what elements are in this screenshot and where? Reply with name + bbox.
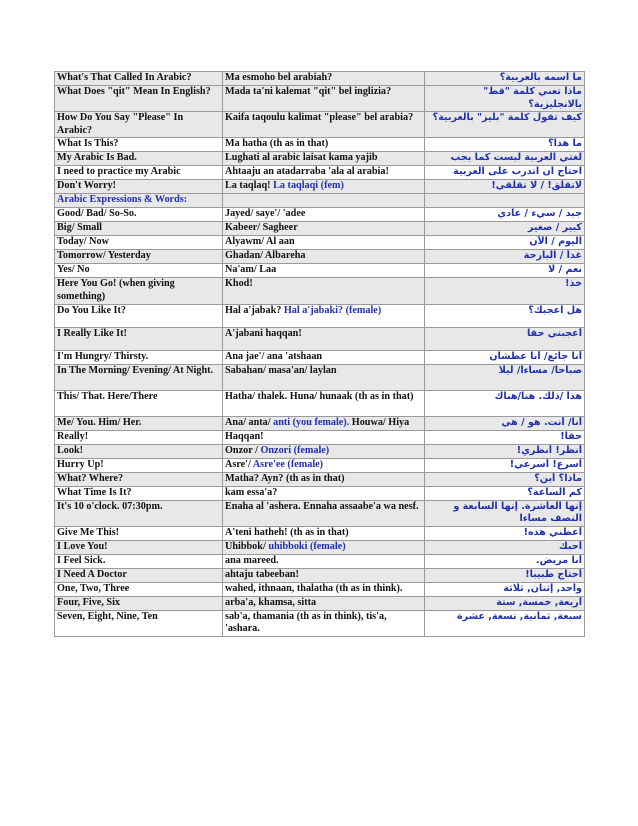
transliteration-text: A'jabani haqqan!	[225, 327, 302, 339]
transliteration-text: Ma hatha (th as in that)	[225, 138, 329, 150]
feminine-form: Onzori (female)	[260, 444, 330, 456]
english-phrase: What Time Is It?	[55, 486, 223, 500]
transliteration-text: Onzor /	[225, 444, 261, 456]
table-row	[55, 430, 585, 444]
table-row	[55, 236, 585, 250]
transliteration	[223, 444, 425, 458]
transliteration-text: Na'am/ Laa	[225, 264, 277, 276]
arabic-phrase: نعم / لا	[425, 264, 585, 278]
arabic-phrase: أعجبني حقا	[425, 327, 585, 350]
table-row	[55, 112, 585, 138]
transliteration-text: Asre'/	[225, 458, 253, 470]
transliteration	[223, 72, 425, 86]
arabic-phrase: أسرع! أسرعي!	[425, 458, 585, 472]
arabic-phrase: حقا!	[425, 430, 585, 444]
arabic-phrase: أحتاج طبيبا!	[425, 568, 585, 582]
english-phrase: I Really Like It!	[55, 327, 223, 350]
arabic-phrase: أنا جائع/ أنا عطشان	[425, 350, 585, 364]
transliteration-text: Alyawm/ Al aan	[225, 236, 295, 248]
table-row	[55, 596, 585, 610]
table-row	[55, 364, 585, 390]
feminine-form: Hal a'jabaki? (female)	[283, 304, 382, 316]
transliteration	[223, 554, 425, 568]
table-row	[55, 278, 585, 304]
english-phrase: I need to practice my Arabic	[55, 166, 223, 180]
arabic-phrase: سبعة, ثمانية, تسعة, عشرة	[425, 610, 585, 636]
english-phrase: I Love You!	[55, 540, 223, 554]
transliteration-text: Matha? Ayn? (th as in that)	[225, 472, 345, 484]
transliteration	[223, 194, 425, 208]
arabic-phrase: هل اعجبك؟	[425, 304, 585, 327]
transliteration-text: Uhibbok/	[225, 540, 269, 552]
english-phrase: What Is This?	[55, 138, 223, 152]
arabic-phrase: كبير / صغير	[425, 222, 585, 236]
arabic-phrase: أنا/ أنت. هو / هي	[425, 416, 585, 430]
english-phrase: Give Me This!	[55, 526, 223, 540]
english-phrase: One, Two, Three	[55, 582, 223, 596]
table-row	[55, 610, 585, 636]
arabic-phrase: لاتقلق! / لا تقلقي!	[425, 180, 585, 194]
english-phrase: I Feel Sick.	[55, 554, 223, 568]
transliteration-text: Haqqan!	[225, 430, 264, 442]
transliteration	[223, 304, 425, 327]
transliteration-text: Ahtaaju an atadarraba 'ala al arabia!	[225, 166, 389, 178]
english-phrase: My Arabic Is Bad.	[55, 152, 223, 166]
english-phrase: Four, Five, Six	[55, 596, 223, 610]
transliteration	[223, 327, 425, 350]
arabic-phrase: أحبك	[425, 540, 585, 554]
transliteration	[223, 208, 425, 222]
english-phrase: Hurry Up!	[55, 458, 223, 472]
arabic-phrase: واحد, إثنان, ثلاثة	[425, 582, 585, 596]
english-phrase: Yes/ No	[55, 264, 223, 278]
english-phrase: I Need A Doctor	[55, 568, 223, 582]
english-phrase: Tomorrow/ Yesterday	[55, 250, 223, 264]
transliteration	[223, 86, 425, 112]
transliteration-text: Hatha/ thalek. Huna/ hunaak (th as in that)	[225, 390, 414, 402]
phrase-table	[54, 71, 585, 637]
transliteration	[223, 152, 425, 166]
transliteration	[223, 568, 425, 582]
transliteration-text: A'teni hatheh! (th as in that)	[225, 526, 349, 538]
arabic-phrase: ماذا؟ أين؟	[425, 472, 585, 486]
arabic-phrase: أربعة, خمسة, ستة	[425, 596, 585, 610]
transliteration-text: Lughati al arabic laisat kama yajib	[225, 152, 378, 164]
transliteration-text: wahed, ithnaan, thalatha (th as in think).	[225, 582, 403, 594]
arabic-phrase: ما هذا؟	[425, 138, 585, 152]
english-phrase: Do You Like It?	[55, 304, 223, 327]
table-row	[55, 444, 585, 458]
english-phrase: Seven, Eight, Nine, Ten	[55, 610, 223, 636]
transliteration-text: Khod!	[225, 278, 253, 290]
transliteration-text: Mada ta'ni kalemat "qit" bel inglizia?	[225, 86, 392, 97]
arabic-phrase: ماذا تعني كلمة "قط" بالانجليزية؟	[425, 86, 585, 112]
transliteration	[223, 250, 425, 264]
transliteration-continued: Houwa/ Hiya	[349, 416, 410, 428]
arabic-phrase: كم الساعة؟	[425, 486, 585, 500]
transliteration	[223, 278, 425, 304]
arabic-phrase	[425, 194, 585, 208]
transliteration	[223, 112, 425, 138]
arabic-phrase: هذا /ذلك. هنا/هناك	[425, 390, 585, 416]
table-row	[55, 568, 585, 582]
english-phrase: Me/ You. Him/ Her.	[55, 416, 223, 430]
arabic-phrase: أنا مريض.	[425, 554, 585, 568]
table-row	[55, 72, 585, 86]
table-row	[55, 390, 585, 416]
table-row	[55, 152, 585, 166]
transliteration	[223, 264, 425, 278]
transliteration	[223, 500, 425, 526]
transliteration	[223, 610, 425, 636]
table-row	[55, 222, 585, 236]
transliteration	[223, 364, 425, 390]
english-phrase: Don't Worry!	[55, 180, 223, 194]
table-row	[55, 166, 585, 180]
arabic-phrase: خذ!	[425, 278, 585, 304]
table-row	[55, 327, 585, 350]
transliteration-text: ana mareed.	[225, 554, 279, 566]
table-row	[55, 304, 585, 327]
table-row	[55, 472, 585, 486]
arabic-phrase: أنظر! أنظري!	[425, 444, 585, 458]
english-phrase: Big/ Small	[55, 222, 223, 236]
table-row	[55, 540, 585, 554]
english-phrase: What's That Called In Arabic?	[55, 72, 223, 86]
english-phrase: Here You Go! (when giving something)	[55, 278, 223, 304]
transliteration-text: ahtaju tabeeban!	[225, 568, 299, 580]
arabic-phrase: اليوم / الآن	[425, 236, 585, 250]
transliteration-text: sab'a, thamania (th as in think), tis'a, 'ashara.	[225, 610, 387, 635]
arabic-phrase: احتاج ان اتدرب على العربية	[425, 166, 585, 180]
arabic-phrase: غداً / البارحة	[425, 250, 585, 264]
english-phrase: Really!	[55, 430, 223, 444]
table-row	[55, 582, 585, 596]
table-row	[55, 138, 585, 152]
arabic-phrase: ما اسمه بالعربية؟	[425, 72, 585, 86]
table-row	[55, 86, 585, 112]
transliteration	[223, 526, 425, 540]
transliteration	[223, 138, 425, 152]
arabic-phrase: إنها العاشرة. إنها السابعة و النصف مساءا	[425, 500, 585, 526]
transliteration-text: Jayed/ saye'/ 'adee	[225, 208, 306, 220]
table-row	[55, 458, 585, 472]
feminine-form: anti (you female).	[273, 416, 350, 428]
feminine-form: uhibboki (female)	[268, 540, 346, 552]
english-phrase: What? Where?	[55, 472, 223, 486]
table-row	[55, 416, 585, 430]
transliteration-text: arba'a, khamsa, sitta	[225, 596, 317, 608]
table-row	[55, 350, 585, 364]
transliteration	[223, 166, 425, 180]
transliteration	[223, 472, 425, 486]
english-phrase: It's 10 o'clock. 07:30pm.	[55, 500, 223, 526]
phrasebook-sheet	[54, 71, 584, 637]
table-row	[55, 194, 585, 208]
arabic-phrase: لغتي العربية ليست كما يجب	[425, 152, 585, 166]
english-phrase: Good/ Bad/ So-So.	[55, 208, 223, 222]
transliteration-text: Kabeer/ Sagheer	[225, 222, 298, 234]
english-phrase: What Does "qit" Mean In English?	[55, 86, 223, 112]
transliteration-text: Enaha al 'ashera. Ennaha assaabe'a wa nesf.	[225, 500, 419, 512]
english-phrase: Today/ Now	[55, 236, 223, 250]
arabic-phrase: صباحا/ مساءا/ ليلا	[425, 364, 585, 390]
arabic-phrase: جيد / سيء / عادي	[425, 208, 585, 222]
transliteration	[223, 596, 425, 610]
transliteration	[223, 180, 425, 194]
english-phrase: In The Morning/ Evening/ At Night.	[55, 364, 223, 390]
transliteration-text: Kaifa taqoulu kalimat "please" bel arabia?	[225, 112, 414, 124]
table-row	[55, 250, 585, 264]
transliteration-text: La taqlaq!	[225, 180, 274, 192]
english-phrase: Arabic Expressions & Words:	[55, 194, 223, 208]
arabic-phrase: أعطني هذه!	[425, 526, 585, 540]
transliteration	[223, 390, 425, 416]
table-row	[55, 500, 585, 526]
transliteration	[223, 236, 425, 250]
transliteration-text: Sabahan/ masa'an/ laylan	[225, 364, 337, 376]
transliteration	[223, 458, 425, 472]
english-phrase: This/ That. Here/There	[55, 390, 223, 416]
transliteration-text: Ana/ anta/	[225, 416, 274, 428]
feminine-form: La taqlaqi (fem)	[273, 180, 344, 192]
english-phrase: I'm Hungry/ Thirsty.	[55, 350, 223, 364]
phrase-table-body	[55, 72, 585, 637]
table-row	[55, 554, 585, 568]
english-phrase: How Do You Say "Please" In Arabic?	[55, 112, 223, 138]
transliteration	[223, 582, 425, 596]
transliteration-text: Ghadan/ Albareha	[225, 250, 306, 262]
transliteration	[223, 416, 425, 430]
transliteration-text: Ma esmoho bel arabiah?	[225, 72, 333, 83]
table-row	[55, 264, 585, 278]
transliteration-text: Ana jae'/ ana 'atshaan	[225, 350, 323, 362]
arabic-phrase: كيف تقول كلمة "بليز" بالعربية؟	[425, 112, 585, 138]
transliteration-text: kam essa'a?	[225, 486, 278, 498]
transliteration	[223, 350, 425, 364]
table-row	[55, 526, 585, 540]
table-row	[55, 486, 585, 500]
transliteration	[223, 222, 425, 236]
table-row	[55, 208, 585, 222]
transliteration-text: Hal a'jabak?	[225, 304, 284, 316]
table-row	[55, 180, 585, 194]
transliteration	[223, 486, 425, 500]
english-phrase: Look!	[55, 444, 223, 458]
feminine-form: Asre'ee (female)	[252, 458, 324, 470]
transliteration	[223, 430, 425, 444]
transliteration	[223, 540, 425, 554]
